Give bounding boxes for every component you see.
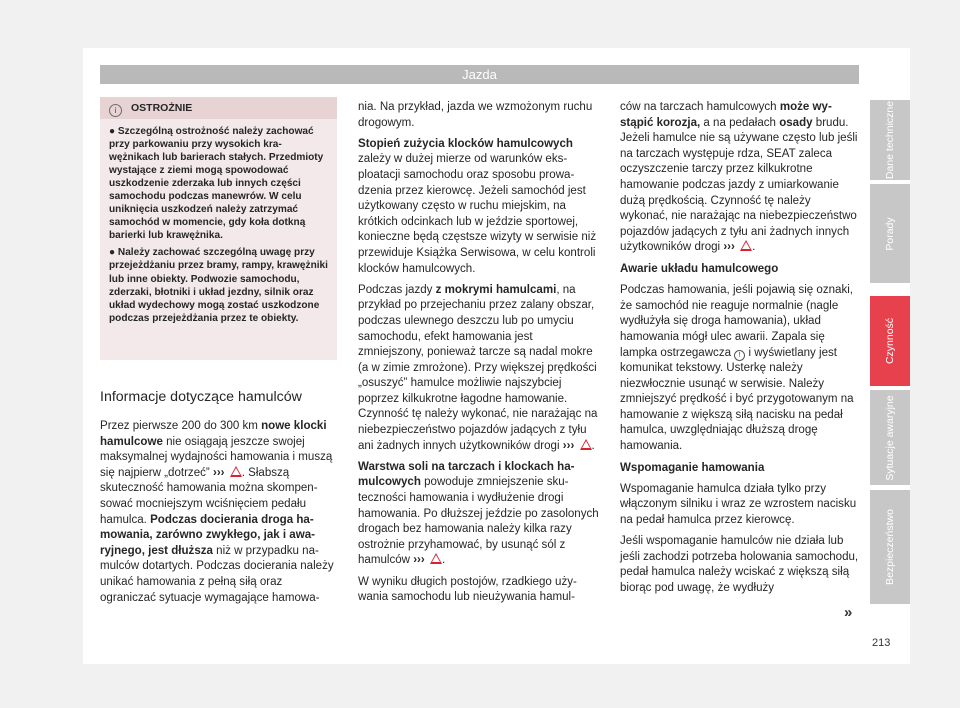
text-bold: Warstwa soli na tarczach i klockach hamulcowych xyxy=(358,460,575,489)
paragraph xyxy=(358,283,600,455)
tab-sytuacje-awaryjne[interactable] xyxy=(870,390,910,485)
paragraph xyxy=(620,100,860,256)
text-bold: Podczas docierania droga hamowania, zarówno zwykłego, jak i awaryjnego, jest dłuższa xyxy=(100,513,315,557)
paragraph xyxy=(358,137,600,277)
tab-czynnosc[interactable] xyxy=(870,296,910,386)
text-bold: Stopień zużycia klocków hamulcowych xyxy=(358,137,573,150)
info-icon: i xyxy=(109,104,122,117)
text: brudu. Jeżeli hamulce nie są używane często lub jeśli na tarczach występuje rdza, SEAT zaleca oczyszczenie tarczy przez kilkukrotne hamowanie podczas jazdy z umiarkowanie dużą prędkością. Czynność tę należy wykonać, nie narażając na niebezpieczeństwo pojazdów jadących z tyłu ani żadnych innych użytkowników drogi xyxy=(620,116,858,254)
warning-triangle-icon xyxy=(430,553,442,564)
text: ców na tarczach hamulcowych xyxy=(620,101,780,113)
tab-bezpieczenstwo[interactable] xyxy=(870,490,910,604)
paragraph xyxy=(620,283,860,455)
cross-reference-link[interactable]: ››› xyxy=(212,466,225,479)
section-heading: Informacje dotyczące hamulców xyxy=(100,389,302,405)
continue-arrow-icon: » xyxy=(844,604,853,621)
paragraph: Wspomaganie hamulca działa tylko przy włączonym silniku i wraz ze wzrostem nacisku na pedał hamulca przez kierowcę. xyxy=(620,482,857,527)
tab-label: Porady xyxy=(884,216,896,251)
paragraph xyxy=(358,460,600,569)
brake-warning-icon: ! xyxy=(734,350,745,361)
warning-triangle-icon xyxy=(580,439,592,450)
warning-item: ● Szczególną ostrożność należy zachować przy parkowaniu przy wysokich krawężnikach lub barierach stałych. Przedmioty wystające z ziemi mogą spowodować uszkodzenie zderzaka lub innych części samochodu podczas manewrów. W celu uniknięcia uszkodzeń należy zatrzymać samochód w momencie, gdy koła dotkną barierki lub krawężnika. xyxy=(109,126,324,242)
text-bold: nowe klocki hamulcowe xyxy=(100,420,327,448)
text: nie osiągają jeszcze swojej maksymalnej wydajności hamowania i muszą się najpierw „dotrzeć” xyxy=(100,435,333,479)
page-number: 213 xyxy=(872,637,891,649)
paragraph: W wyniku długich postojów, rzadkiego używania samochodu lub nieużywania hamul- xyxy=(358,575,577,604)
warning-item: ● Należy zachować szczególną uwagę przy przejeżdżaniu przez bramy, rampy, krawężniki lub inne obiekty. Podwozie samochodu, zderzaki, błotniki i układ jezdny, silnik oraz układ wydechowy mogą zostać uszkodzone podczas przejeżdżania przez te obiekty. xyxy=(109,247,328,324)
paragraph: nia. Na przykład, jazda we wzmożonym ruchu drogowym. xyxy=(358,101,593,129)
column-2 xyxy=(358,100,600,611)
text: Podczas jazdy xyxy=(358,283,436,296)
warning-box xyxy=(100,97,337,360)
text: . Słabszą skuteczność hamowania można skompensować mocniejszym wciśnięciem pedału hamulca. xyxy=(100,466,318,526)
subheading: Awarie układu hamulcowego xyxy=(620,262,779,275)
paragraph: Jeśli wspomaganie hamulców nie działa lub jeśli zachodzi potrzeba holowania samochodu, pedał hamulca należy wciskać z większą siłą biorąc pod uwagę, że wydłuży xyxy=(620,535,859,594)
text-bold: może wystąpić korozja, xyxy=(620,101,832,129)
text: i wyświetlany jest komunikat tekstowy. Usterkę należy niezwłocznie usunąć w serwisie. Należy zmniejszyć prędkość i być przygotowanym na hamowanie z większą siłą nacisku na pedał hamulca, uwzględniając dłuższą drogę hamowania. xyxy=(620,346,854,453)
text: niż w przypadku namulców dotartych. Podczas docierania należy unikać hamowania z pełną siłą oraz ograniczać sytuacje wymagające hamowa- xyxy=(100,544,334,604)
warning-triangle-icon xyxy=(230,466,242,477)
tab-porady[interactable] xyxy=(870,184,910,283)
warning-body xyxy=(100,119,337,325)
text: a na pedałach xyxy=(700,116,780,129)
text-bold: z mokrymi hamulcami xyxy=(435,283,557,296)
tab-label: Bezpieczeństwo xyxy=(884,509,896,585)
subheading: Wspomaganie hamowania xyxy=(620,461,765,474)
warning-triangle-icon xyxy=(740,240,752,251)
text: . xyxy=(591,439,595,452)
text: , na przykład po przejechaniu przez zalany obszar, podczas ulewnego deszczu lub po umyciu samochodu, efekt hamowania jest zmniejszony, ponieważ tarcze są nadal mokre (a w zimie zmrożone). Przy większej prędkości „osuszyć” hamulce możliwie najszybciej poprzez kilkukrotne łagodne hamowanie. Czynność tę należy wykonać, nie narażając na niebezpieczeństwo pojazdów jadących z tyłu ani żadnych innych użytkowników drogi xyxy=(358,283,598,452)
cross-reference-link[interactable]: ››› xyxy=(562,439,575,452)
text-bold: osady xyxy=(779,116,813,129)
text: powoduje zmniejszenie skuteczności hamowania i wydłużenie drogi hamowania. Po dłuższej jeździe po zasolonych drogach bez hamowania należy kilka razy ostrożnie przyhamować, by usunąć sól z hamulców xyxy=(358,476,599,567)
tab-label: Sytuacje awaryjne xyxy=(884,394,896,481)
text: . xyxy=(752,241,756,254)
chapter-header: Jazda xyxy=(100,65,859,84)
tab-dane-techniczne[interactable] xyxy=(870,100,910,180)
tab-label: Czynność xyxy=(884,317,896,365)
text: zależy w dużej mierze od warunków eksploatacji samochodu oraz sposobu prowadzenia przez kierowcę. Jeżeli samochód jest użytkowany często w ruchu miejskim, na krótkich odcinkach lub w jeździe sportowej, konieczne będą częstsze wizyty w serwisie niż przewiduje Książka Serwisowa, w celu kontroli klocków hamulcowych. xyxy=(358,153,597,275)
tab-label: Dane techniczne xyxy=(884,100,896,180)
warning-header xyxy=(100,97,337,119)
text: Przez pierwsze 200 do 300 km xyxy=(100,420,262,432)
cross-reference-link[interactable]: ››› xyxy=(413,554,425,567)
cross-reference-link[interactable]: ››› xyxy=(723,241,735,254)
warning-title: OSTROŻNIE xyxy=(131,102,193,114)
text: . xyxy=(441,554,446,567)
paragraph xyxy=(100,419,340,606)
column-3 xyxy=(620,100,860,602)
column-1 xyxy=(100,419,340,612)
text: Podczas hamowania, jeśli pojawią się oznaki, że samochód nie reaguje normalnie (nagle wydłużyła się droga hamowania), układ hamowania mógł ulec awarii. Zapala się lampka ostrzegawcza xyxy=(620,284,853,359)
